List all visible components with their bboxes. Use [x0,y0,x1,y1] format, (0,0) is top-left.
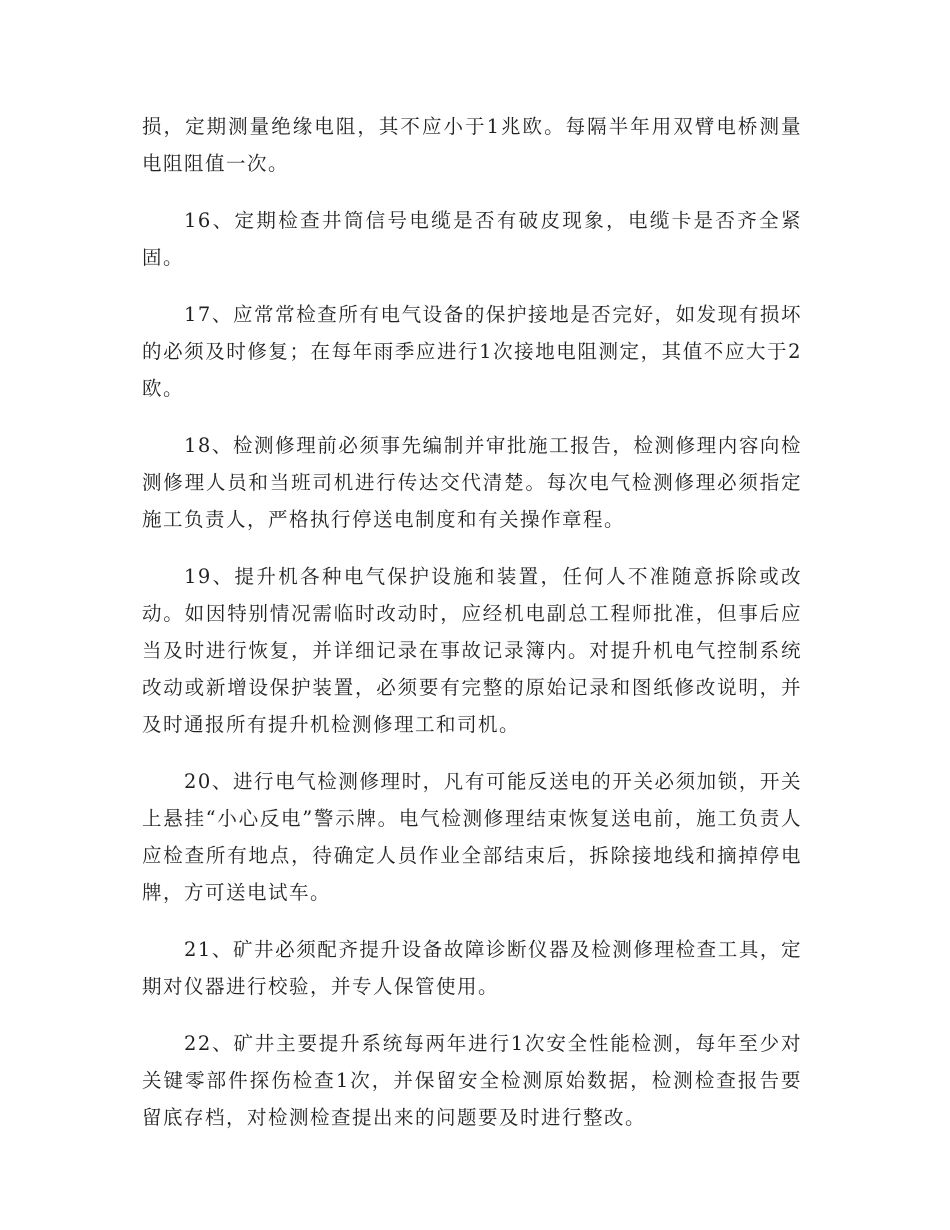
paragraph-item-17: 17、应常常检查所有电气设备的保护接地是否完好，如发现有损坏的必须及时修复；在每年雨季应进行1次接地电阻测定，其值不应大于2欧。 [142,303,802,400]
paragraph-item-18: 18、检测修理前必须事先编制并审批施工报告，检测修理内容向检测修理人员和当班司机进行传达交代清楚。每次电气检测修理必须指定施工负责人，严格执行停送电制度和有关操作章程。 [142,434,802,531]
paragraph-item-16: 16、定期检查井筒信号电缆是否有破皮现象，电缆卡是否齐全紧固。 [142,209,802,269]
paragraph-item-22: 22、矿井主要提升系统每两年进行1次安全性能检测，每年至少对关键零部件探伤检查1次，并保留安全检测原始数据，检测检查报告要留底存档，对检测检查提出来的问题要及时进行整改。 [142,1032,802,1129]
paragraph-item-21: 21、矿井必须配齐提升设备故障诊断仪器及检测修理检查工具，定期对仪器进行校验，并专人保管使用。 [142,938,802,998]
paragraph-continuation: 损，定期测量绝缘电阻，其不应小于1兆欧。每隔半年用双臂电桥测量电阻阻值一次。 [142,115,802,175]
paragraph-item-20: 20、进行电气检测修理时，凡有可能反送电的开关必须加锁，开关上悬挂“小心反电”警示牌。电气检测修理结束恢复送电前，施工负责人应检查所有地点，待确定人员作业全部结束后，拆除接地线和摘掉停电牌，方可送电试车。 [142,770,802,904]
document-body [142,108,802,1156]
paragraph-item-19: 19、提升机各种电气保护设施和装置，任何人不准随意拆除或改动。如因特别情况需临时改动时，应经机电副总工程师批准，但事后应当及时进行恢复，并详细记录在事故记录簿内。对提升机电气控制系统改动或新增设保护装置，必须要有完整的原始记录和图纸修改说明，并及时通报所有提升机检测修理工和司机。 [142,565,802,736]
